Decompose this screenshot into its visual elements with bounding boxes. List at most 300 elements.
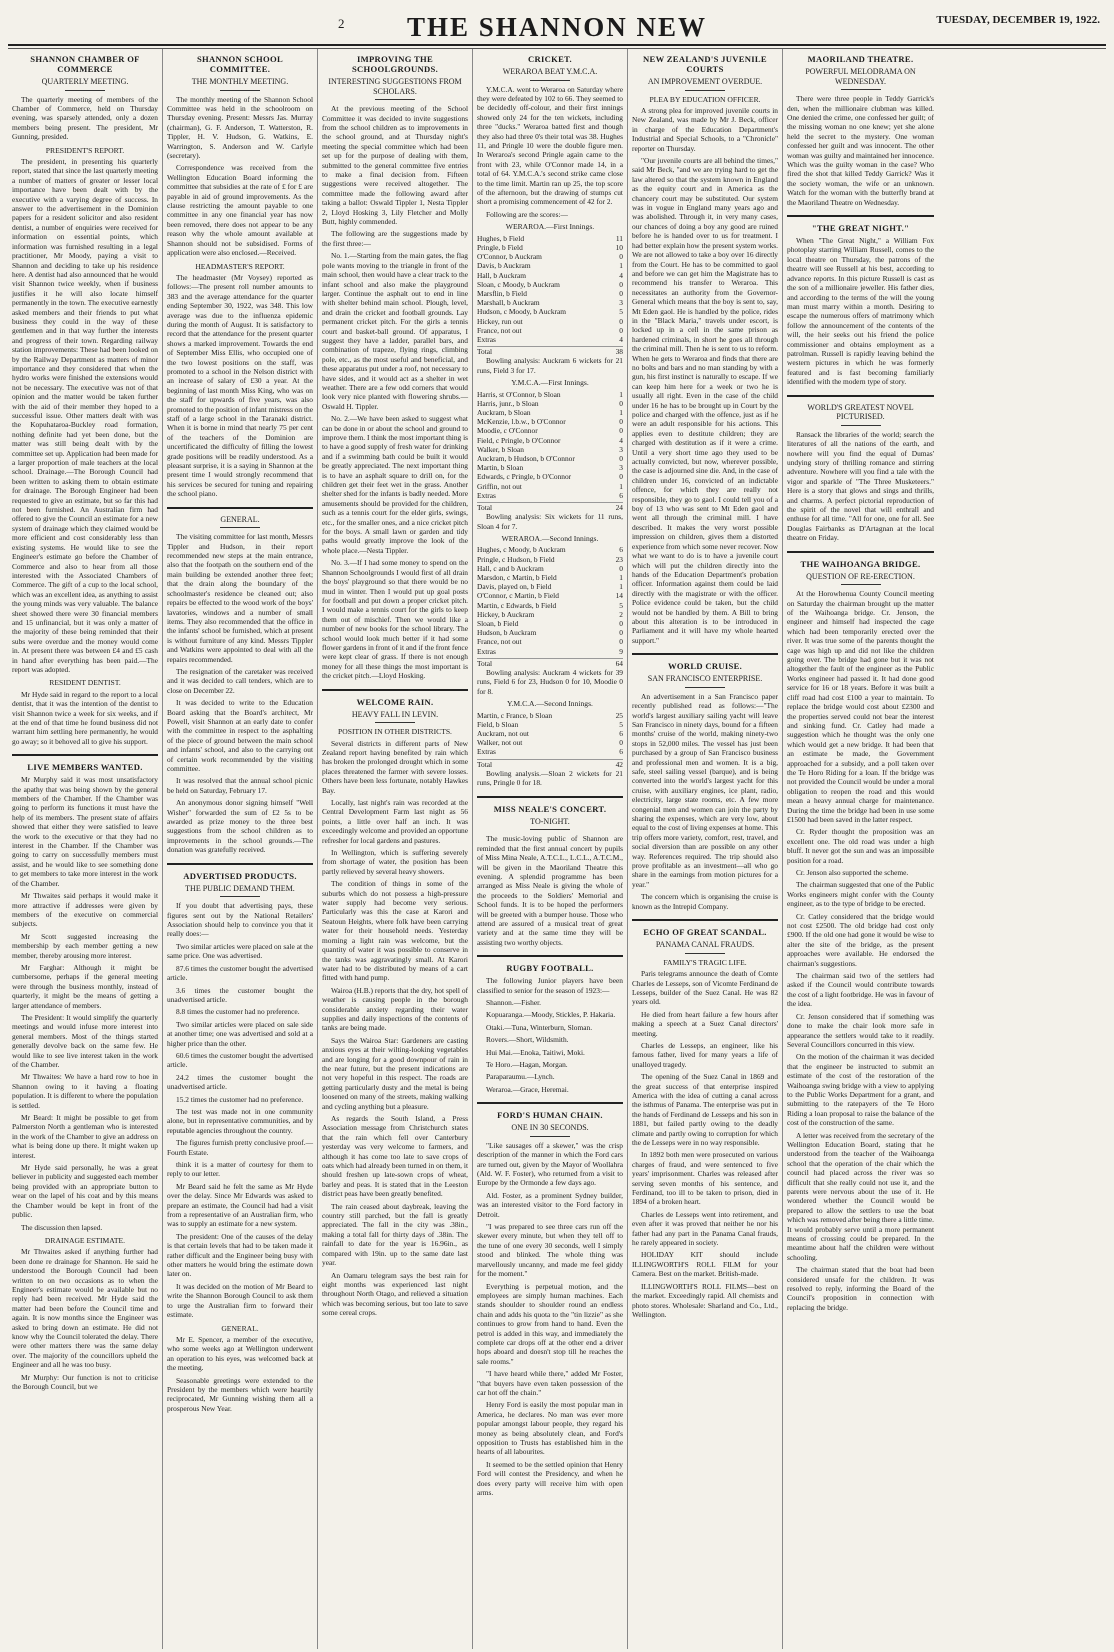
article [167,54,313,499]
divider [685,90,725,91]
score-row [477,298,623,307]
score-row [477,243,623,252]
runs: 0 [619,288,623,298]
page-mark: 2 [338,16,345,31]
total-label: Total [477,759,493,769]
innings-title: WERAROA.—First Innings. [505,222,595,232]
section-heading: DRAINAGE ESTIMATE. [44,1235,126,1245]
bowling-analysis: Bowling analysis: Auckram 6 wickets for 21 runs, Field 3 for 17. [477,356,623,375]
runs: 1 [619,573,623,583]
runs: 14 [615,591,623,601]
article-headline: FORD'S HUMAN CHAIN. [497,1110,603,1121]
batsman: Marsdon, c Martin, b Field [477,573,557,583]
article-headline: SHANNON SCHOOL COMMITTEE. [196,54,284,74]
runs: 1 [619,407,623,417]
column-2 [163,49,318,1649]
article-headline: SHANNON CHAMBER OF COMMERCE [30,54,140,74]
bowling-analysis: Bowling analysis: Six wickets for 11 runs, Sloan 4 for 7. [477,512,623,531]
paragraph: Mr Scott suggested increasing the membership by each member getting a new member, thereby arousing more interest. [12,931,158,960]
batsman: Walker, b Sloan [477,444,524,454]
paragraph: Everything is perpetual motion, and the employees are simply human machines. Each stands shoulder to shoulder round an endless chain and adds his quota to the "tin lizzie" as she continues to grow from hand to hand. Even the petrol is added in this way, and immediately the complete car drops off at the other end a driver hops aboard and doesn't stop till he reaches the sale rooms." [477,1281,623,1366]
runs: 11 [615,233,623,243]
score-row [477,280,623,289]
divider [530,1136,570,1137]
paragraph: The president: One of the causes of the delay is that certain levels that had to be taken made it rather difficult and the Engineer being busy with other matters he would bring the estimate down later on. [167,1231,313,1279]
score-total [477,759,623,769]
batsman: Hudson, c Moody, b Auckram [477,307,567,317]
paragraph: Hui Mai.—Enoka, Taitiwi, Moki. [486,1047,585,1057]
innings-title: Y.M.C.A.—First Innings. [511,378,589,388]
batsman: France, not out [477,637,522,647]
column-3 [318,49,473,1649]
issue-date: TUESDAY, DECEMBER 19, 1922. [936,14,1100,26]
article [322,689,468,1318]
runs: 0 [619,628,623,638]
total-runs: 64 [615,658,623,668]
divider [220,896,260,897]
paragraph: 24.2 times the customer bought the unadvertised article. [167,1072,313,1092]
score-row [477,637,623,646]
runs: 0 [619,417,623,427]
batsman: Extras [477,334,496,344]
score-row [477,252,623,261]
divider [841,89,881,90]
score-row [477,545,623,554]
batsman: Field, c Pringle, b O'Connor [477,435,561,445]
section-heading: RESIDENT DENTIST. [49,678,121,688]
article [632,653,778,911]
paragraph: If you doubt that advertising pays, these figures sent out by the National Retailers' Association should help to convince you that it really does:— [167,901,313,939]
batsman: Hudson, b Auckram [477,628,537,638]
paragraph: 3.6 times the customer bought the unadvertised article. [167,985,313,1004]
paragraph: The chairman said two of the settlers had asked if the Council would contribute towards the cost of a light footbridge. He was in favour of the idea. [787,971,934,1009]
divider [530,80,570,81]
paragraph: The resignation of the caretaker was received and it was decided to call tenders, which are to close on December 22. [167,666,313,695]
batsman: Griffin, not out [477,481,522,491]
score-row [477,271,623,280]
score-total [477,658,623,668]
runs: 6 [619,747,623,757]
paragraph: Mr Beard said he felt the same as Mr Hyde over the delay. Since Mr Edwards was asked to prepare an estimate, the Council had had a visit from a representative of an Australian firm, who was to supply an estimate for a new system. [167,1181,313,1229]
paragraph: No. 3.—If I had some money to spend on the Shannon Schoolgrounds I would first of all drain the boys' playground so that there would be no mud in winter. Then I would put up goal posts for football and put down a proper cricket pitch. I would make a tennis court for the girls to keep them out of mischief. Then we would like a number of new books for the school library. The school would look much better if it had some flower gardens in front of it and if the front fence were kept clear of grass. If there is not enough money for all these things the most important is the cricket pitch.—Lloyd Hosking. [322,558,468,681]
paragraph: Mr Hyde said in regard to the report to a local dentist, that it was the intention of the dentist to visit Shannon twice a week for six weeks, and if at the end of that time he found business did not warrant him settling here permanently, he would go away; so it behoved all to give his support. [12,689,158,746]
article [477,54,623,788]
article [787,551,934,1313]
batsman: Marshall, b Auckram [477,298,540,308]
paragraph: A strong plea for improved juvenile courts in New Zealand, was made by Mr J. Beck, officer in charge of the Education Department's Industrial and Special Schools, to a "Chronicle" reporter on Thursday. [632,106,778,153]
article [477,796,623,947]
section-heading: PRESIDENT'S REPORT. [45,145,125,155]
score-row [477,628,623,637]
runs: 0 [619,316,623,326]
batsman: Harris, st O'Connor, b Sloan [477,389,561,399]
runs: 0 [619,472,623,482]
score-row [477,408,623,417]
paragraph: The chairman suggested that one of the Public Works engineers might confer with the County engineer, as to the type of bridge to be erected. [787,880,934,909]
divider [220,90,260,91]
paragraph: Te Horo.—Hagan, Morgan. [486,1060,568,1070]
paragraph: It was resolved that the annual school picnic be held on Saturday, February 17. [167,776,313,795]
paragraph: The discussion then lapsed. [21,1222,103,1232]
score-row [477,582,623,591]
paragraph: Shannon.—Fisher. [486,997,542,1007]
score-row [477,289,623,298]
divider [375,99,415,100]
score-row [477,720,623,729]
article-subheadline: TO-NIGHT. [530,816,570,826]
divider [685,687,725,688]
paragraph: "Like sausages off a skewer," was the crisp description of the manner in which the Ford cars are turned out, given by the Mayor of Woollahra (Ald. W. F. Foster), who returned from a visit to Europe by the Ormonde a few days ago. [477,1140,623,1188]
score-row [477,555,623,564]
divider [375,722,415,723]
total-label: Total [477,347,493,357]
article [787,215,934,387]
article [322,54,468,681]
paragraph: Mr Farghar: Although it might be cumbersome, perhaps if the general meeting were through the business monthly, instead of quarterly, it might be the means of getting a larger attendance of members. [12,962,158,1010]
paragraph: 60.6 times the customer bought the advertised article. [167,1050,313,1070]
runs: 1 [619,481,623,491]
runs: 6 [619,545,623,555]
article-headline: THE WAIHOANGA BRIDGE. [800,558,921,569]
article [167,507,313,855]
paragraph: The music-loving public of Shannon are reminded that the first annual concert by pupils of Miss Mina Neale, A.T.C.L., L.C.L., A.T.C.M., will be given in the Maoriland Theatre this evening. A splendid programme has been arranged as Miss Neale is giving the whole of the proceeds to the Soldiers' Memorial and School funds. It is to be hoped the performers will be greeted with a bumper house. Those who attend are assured of a musical treat of great variety and at the same time they will be assisting two worthy objects. [477,834,623,947]
paragraph: Henry Ford is easily the most popular man in America, he declares. No man was ever more popular amongst labour people, they regard his money as being absolutely clean, and Ford's opposition to Trusts has established him in the hearts of all labourites. [477,1400,623,1457]
paragraph: ILLINGWORTH'S ROLL FILMS—best on the market. Exceedingly rapid. All chemists and photo stores. Wholesale: Sharland and Co., Ltd., Wellington. [632,1281,778,1319]
article-subheadline: WERAROA BEAT Y.M.C.A. [502,67,598,76]
divider [220,527,260,528]
paragraph: Mr Murphy: Our function is not to criticise the Borough Council, but we [12,1372,158,1391]
score-row [477,738,623,747]
batsman: Martin, c France, b Sloan [477,710,553,720]
score-row [477,647,623,656]
runs: 4 [619,435,623,445]
paragraph: Otaki.—Tuna, Winterburn, Sloman. [486,1022,593,1032]
batsman: Extras [477,646,496,656]
score-row [477,307,623,316]
score-row [477,326,623,335]
article [632,54,778,645]
score-row [477,390,623,399]
innings-title: Y.M.C.A.—Second Innings. [507,699,593,709]
paragraph: The following are the suggestions made by the first three:— [322,229,468,248]
runs: 2 [619,609,623,619]
batsman: Sloan, b Field [477,619,519,629]
paragraph: Mr Hyde said personally, he was a great believer in publicity and suggested each member being provided with an appropriate button to wear on the lapel of his coat and by this means the Chamber would be kept in front of the public. [12,1163,158,1220]
paragraph: Following are the scores:— [486,209,568,219]
article-subheadline: SAN FRANCISCO ENTERPRISE. [647,674,763,684]
score-row [477,491,623,500]
article-headline: CRICKET. [527,54,573,64]
paragraph: Paraparaumu.—Lynch. [486,1072,555,1082]
paragraph: When "The Great Night," a William Fox photoplay starring William Russell, comes to the local theatre on Thursday, the patrons of the theatre will see Russell at his best, according to advance reports. In this picture Russell is cast as the son of a millionaire jeweller. His father dies, and according to the terms of the will the young man must marry within a month. Desiring to escape the numerous offers of matrimony which follow the announcement of the contents of the will, the heir seeks out his friend the police commissioner and obtains employment as a patrolman. Russell is rapidly leaving behind the western pictures in which he was formerly featured and is fast becoming familiarly identified with the modern type of story. [787,236,934,387]
paragraph: Mr E. Spencer, a member of the executive, who some weeks ago at Wellington underwent an operation to his eyes, was welcomed back at the meeting. [167,1334,313,1373]
article-subheadline: GENERAL. [220,514,260,524]
paragraph: Several districts in different parts of New Zealand report having benefited by rain which has broken the prolonged drought which in some places threatened the farmer with severe losses. Others have been less fortunate, notably Hawkes Bay. [322,738,468,795]
section-heading: HEADMASTER'S REPORT. [195,261,285,271]
batsman: O'Connor, c Martin, b Field [477,591,559,601]
score-row [477,463,623,472]
paragraph: On the motion of the chairman it was decided that the engineer be instructed to submit an estimate of the cost of the restoration of the Waihoanga swing bridge with a view to applying to the Public Works Department for a grant, and submitting to the ratepayers of the Te Horo Riding a loan proposal to raise the balance of the cost of the construction of the same. [787,1052,934,1128]
article-subheadline: THE PUBLIC DEMAND THEM. [185,883,295,893]
paragraph: Mr Murphy said it was most unsatisfactory the apathy that was being shown by the general members of the Chamber. If the Chamber was going to perform its functions it must have the help of its members. The present state of affairs showed that either they were satisfied to leave the work to the executive or that they had no interest in the Chamber. If the Chamber was going to carry on successfully members must assist, and he would like to see something done to get members to take more interest in the work of the Chamber. [12,775,158,888]
paragraph: In Wellington, which is suffering severely from shortage of water, the position has been partly relieved by several heavy showers. [322,848,468,876]
divider [65,90,105,91]
batsman: Auckram, not out [477,729,529,739]
paragraph: An advertisement in a San Francisco paper recently published read as follows:—"The world's largest auxiliary sailing yacht will leave San Francisco in ninety days, bound for a fifteen months' cruise of the world, making ninety-two stops in 52,000 miles. The vessel has just been purchased by a group of San Francisco business and professional men and women. It is a big, safe, steel sailing vessel (barque), and is being converted into the world's largest yacht for this cruise, with auxiliary engines, ice plant, radio, electricity, large state rooms, etc. A few more congenial men and women can join the party by sharing the expenses, which are very low, about equal to the cost of living expenses at home. This trip offers more variety, comfort, rest, travel, and social diversion than are possible on any other way. References required. The trip should also prove profitable as an investment—all who go share in the earnings from motion pictures for a year." [632,691,779,889]
section-heading: FAMILY'S TRAGIC LIFE. [663,957,747,967]
column-4 [473,49,628,1649]
score-row [477,610,623,619]
paragraph: Says the Wairoa Star: Gardeners are casting anxious eyes at their wilting-looking vegetables and are longing for a good downpour of rain in the near future, but the present indications are not very hopeful in this respect. The roads are getting particularly dusty and the metal is being loosened on many of the streets, making walking and cycling anything but a pleasure. [322,1035,468,1111]
batsman: Moodie, c O'Connor [477,426,538,436]
score-row [477,335,623,344]
bowling-analysis: Bowling analysis: Auckram 4 wickets for 39 runs, Field 6 for 23, Hudson 0 for 10, Moodie 0 for 8. [477,668,623,696]
paragraph: At the Horowhenua County Council meeting on Saturday the chairman brought up the matter of the Waihoanga bridge. Cr. Jenson, the engineer and himself had inspected the cage which had been temporarily erected over the river. It was true some of the parents thought the cage was high up and did not like the children going over. The bridge had gone but it was not altogether the fault of the engineer as the Public Works engineer had passed it. It had done good service for 16 or 18 years. Before it was built a cliff road had cost £100 a year to maintain. To replace the bridge would cost about £2300 and the properties served could not bear the interest and sinking fund. Cr. Catley had made a suggestion which he thought was the only one which would get a new bridge. It had been that an estimate be made, the Government approached for a subsidy, and a poll taken over the Te Horo Riding for a loan. If the bridge was not provided the Council would be under a moral obligation to reopen the road and this would mean a heavy annual charge for maintenance. During the time the bridge had been in use some £1500 had been saved in the latter respect. [787,589,934,824]
score-row [477,261,623,270]
paragraph: An Oamaru telegram says the best rain for eight months was experienced last night throughout North Otago, and relieved a situation which was becoming serious, but too late to save some cereal crops. [322,1270,468,1318]
score-row [477,747,623,756]
score-row [477,436,623,445]
paragraph: The president, in presenting his quarterly report, stated that since the last quarterly meeting a number of matters of greater or lesser local importance have been dealt with by the executive with a varying degree of success. In answer to the advertisement in the Dominion papers for a resident solicitor and also resident dentist, a number of enquiries were received for information on essential points, which information was furnished resulting in a legal practitioner, Mr Moody, paying a visit to Shannon and deciding to take up his residence here. A dentist had also announced that he would visit Shannon twice weekly, when if business justifies it he will also locate himself permanently in the town. The executive earnestly asked members and their friends to put what business they could in the way of these gentlemen and in that way further the interests and progress of their town. Regarding railway station improvements: These had been looked on by the Railway Department as matters of minor importance and they considered that when the hydro works were finished the extensions would not be necessary. The executive was not of that opinion and the matter would be taken further with the aid of their member they hoped to a successful issue. Other matters dealt with was the Kopuhataroa-Buckley road formation, nothing definite had yet been done, but the matter was still being dealt with by the committee set up. Application had been made for a larger proportion of male teachers at the local school. Drainage.—The Borough Council had been written to asking them to obtain estimate for drainage. The Borough Engineer had been requested to give an estimate, but so far this had not been furnished. An Australian firm had offered to give the Council an estimate for a new system of drainage which they claimed would be more efficient and cost considerably less than existing systems. He would like to see the Engineer's estimate go before the Chamber of Commerce and also to hear from all those interested with the Associated Chambers of Commerce. The gift of a cup to the local school, which was an excellent idea, as anything to assist the young minds was very valuable. The balance sheet showed there were 30 financial members and 15 unfinancial, but it was only a matter of the majority of these being reminded that their subs were overdue and the money would come in. At present there was between £4 and £5 cash in hand after everything has been paid.—The report was adopted. [12,157,158,674]
column-5 [628,49,783,1649]
paragraph: The President: It would simplify the quarterly meetings and would infuse more interest into general members. Most of the things started generally devolve back on the same few. He would like to see live interest taken in the work of the Chamber. [12,1012,158,1069]
paragraph: The figures furnish pretty conclusive proof.—Fourth Estate. [167,1138,313,1157]
runs: 3 [619,463,623,473]
runs: 25 [615,710,623,720]
paragraph: Kopuaranga.—Moody, Stickles, P. Hakaria. [486,1010,616,1020]
article [167,863,313,1414]
paragraph: The rain ceased about daybreak, leaving the country still parched, but the fall is greatly appreciated. The fall in the city was .38in., making a total fall for thirty days of .38in. The rainfall to date for the year is 16.96in., as compared with 19in. up to the same date last year. [322,1201,468,1268]
paragraph: The quarterly meeting of members of the Chamber of Commerce, held on Thursday evening, was sparsely attended, only a dozen members being present. The president, Mr Gunning, presided. [12,94,158,142]
batsman: Martin, c Edwards, b Field [477,600,557,610]
batsman: Hickey, run out [477,316,523,326]
score-total [477,502,623,512]
divider [685,953,725,954]
batsman: Extras [477,747,496,757]
runs: 1 [619,261,623,271]
batsman: Walker, not out [477,738,523,748]
paragraph: The test was made not in one community alone, but in representative communities, and by reputable agencies throughout the country. [167,1106,313,1135]
score-row [477,564,623,573]
article [787,54,934,207]
article-subheadline: POWERFUL MELODRAMA ON WEDNESDAY. [805,67,916,86]
article-headline: NEW ZEALAND'S JUVENILE COURTS [643,54,767,74]
paragraph: "Our juvenile courts are all behind the times," said Mr Beck, "and we are trying hard to get the law altered so that the system known in England as the equity court and in America as the chancery court may be substituted. Our system was in vogue in England many years ago and was abolished. Through it, in very many cases, our chances of doing a boy any good are ruined before he is handed over to us for treatment. I had better explain how the present system works. We are not allowed to take a boy over 16 directly from the Court. He has to be committed to gaol and before we can get him the Magistrate has to recommend his transfer to Weraroa. This necessitates an authority from the Governor-General which means that the boy is sent to, say, Mt Eden gaol. He is handled by the police, rides in the "Black Maria," travels under escort, is locked up in a cell in the same prison as hardened criminals, in short he goes all through the criminal mill. Then he is sent to us to reform. When he gets to Weraroa and finds that there are no bolts and bars and no man standing by with a gun, his first instinct is naturally to escape. If we can keep him here for a week or two he is usually all right. Even in the case of the child under 16 he has to be brought up in Court by the police and charged with the offence, just as if he were an adult responsible for his actions. This applies even to destitute children; they are charged with destitution as if it were a crime. Until a very short time ago they used to be actually convicted, but now, wherever possible, the case is adjourned sine die. And, in the case of children under 16, convicted of an indictable offence, for which they are really not responsible, they go to gaol. I could tell you of a boy of 13 who was sent to Mt Eden gaol and went all through the criminal mill. I have described. It makes the very worst possible impression on children, gives them a distorted experience from which some never recover. Now what we want to do is to have a juvenile court which will put the children directly into the hands of the Education Department's probation officer. Information against them could be laid directly with the magistrate or with the officer. Police evidence could be taken, but the child would not be handled by them. A Bill to bring about this alteration is to be introduced in Parliament and it will have my whole hearted support." [632,156,778,645]
total-runs: 42 [615,759,623,769]
article [787,395,934,543]
runs: 9 [619,646,623,656]
score-row [477,234,623,243]
paragraph: The opening of the Suez Canal in 1869 and the great success of that enterprise inspired America with the idea of cutting a canal across the isthmus of Panama. The enterprise was put in the hands of Ferdinand de Lesseps and his son in 1881, but failed partly owing to the deadly climate and partly owing to corruption for which the de Lesseps were in no way responsible. [632,1072,778,1147]
runs: 5 [619,600,623,610]
paragraph: Cr. Ryder thought the proposition was an excellent one. The old road was under a high bluff. It never got the sun and was an impossible position for a road. [787,827,934,865]
divider [530,829,570,830]
divider [841,425,881,426]
article-headline: ADVERTISED PRODUCTS. [183,870,297,881]
article [477,1102,623,1497]
score-total [477,346,623,356]
batsman: Marsflin, b Field [477,288,527,298]
section-heading: PLEA BY EDUCATION OFFICER. [649,94,761,104]
paragraph: Correspondence was received from the Wellington Education Board informing the committee that subsidies at the rate of £ for £ are payable in aid of ground improvements. As the clause restricting the amount payable to one committee in any one financial year has now been removed, there does not appear to be any reason why the whole amount available at Shannon should not be subsidised. Forms of application were also enclosed.—Received. [167,163,313,258]
score-row [477,317,623,326]
paragraph: It was decided on the motion of Mr Beard to write the Shannon Borough Council to ask them to urge the Australian firm to forward their estimate. [167,1281,313,1320]
paragraph: 87.6 times the customer bought the advertised article. [167,963,313,983]
article-subheadline: AN IMPROVEMENT OVERDUE. [647,77,763,86]
paragraph: An anonymous donor signing himself "Well Wisher" forwarded the sum of £2 5s to be awarded as prize money to the three best suggestions from the school children as to improvements in the school grounds.—The donation was gratefully received. [167,798,313,855]
batsman: Hughes, b Field [477,233,525,243]
batsman: Pringle, b Field [477,242,523,252]
total-label: Total [477,502,493,512]
score-row [477,591,623,600]
score-row [477,482,623,491]
total-label: Total [477,658,493,668]
paragraph: The condition of things in some of the suburbs which do not possess a high-pressure water supply had become very serious. Particularly was this the case at Karori and Seatoun Heights, where folk have been carrying water for their household needs. Yesterday morning a light rain was welcome, but the quantity of water it was possible to conserve in the tanks was aggravatingly small. At Karori water had to be distributed by means of a cart fitted with hand pump. [322,879,468,983]
paragraph: Two similar articles were placed on sale side at another time; one was advertised and sold at a higher price than the other. [167,1019,313,1048]
score-row [477,445,623,454]
paragraph: Ransack the libraries of the world; search the literatures of all the nations of the earth, and nowhere will you find the equal of Dumas' undying story of thrilling romance and stirring adventure. Nowhere will you find a tale with the vigor and sparkle of "The Three Musketeers." Here is a story that glows and sings and thrills, and charms. A perfect pictorial reproduction of the spirit of the novel that will enthrall and enthuse for all time. "All for one, one for all. See Douglas Fairbanks as D'Artagnan at the local theatre on Friday. [787,429,934,543]
runs: 0 [619,426,623,436]
batsman: Pringle, c Hudson, b Field [477,554,555,564]
paragraph: As regards the South Island, a Press Association message from Christchurch states that the rain which fell over Canterbury yesterday was very welcome to farmers, and although it has come too late to save crops of oats which had already been turned in on them, it should freshen up late-sown crops of wheat, barley and peas. It is stated that in the Leeston district peas have been greatly benefited. [322,1114,468,1199]
paragraph: Mr Thwaites asked if anything further had been done re drainage for Shannon. He said he understood the Borough Council had been written to on two occasions as to when the Engineer's estimate would be available but no reply had been received. Mr Hyde said the matter had been before the Council time and again. It is now months since the Engineer was asked to bring down an estimate. He did not know why the Council tolerated the delay. There were other matters there was the same delay over. The majority of the councillors upheld the Engineer and all he was too busy. [12,1247,158,1370]
article-headline: ECHO OF GREAT SCANDAL. [643,927,767,938]
score-row [477,472,623,481]
runs: 3 [619,298,623,308]
paragraph: At the previous meeting of the School Committee it was decided to invite suggestions from the school children as to improvements in the school ground, and at Thursday night's meeting the special committee which had been set up for the purpose of dealing with them, submitted to the general committee five entries to make a final decision from. Fifteen suggestions were received altogether. The committee made the following award after taking a ballot: Oswald Tippler 1, Nesta Tippler 2, Lloyd Hosking 3, Lily Fletcher and Molly Butt, highly commended. [322,104,468,227]
runs: 5 [619,307,623,317]
score-row [477,711,623,720]
paragraph: Cr. Jenson considered that if something was done to make the chair look more safe in appearance the settlers would take to it readily. Several Councillors concurred in this view. [787,1011,934,1049]
batsman: Auckram, b Hudson, b O'Connor [477,453,575,463]
paragraph: It seemed to be the settled opinion that Henry Ford will contest the Presidency, and when he does every party will receive him with open arms. [477,1459,623,1498]
batsman: France, not out [477,325,522,335]
paragraph: No. 2.—We have been asked to suggest what can be done in or about the school and ground to improve them. I think the most important thing is to have a good supply of fresh water for drinking and if a swimming bath could be built it would be greatly appreciated. The next important thing is to have an asphalt square to drill on, for the children get their feet wet in the grass. Another shelter shed for the infants is badly needed. More amusements should be provided for the children, such as a tennis court for the elder girls, swings, etc., for the smaller ones, and a nice cricket pitch for the boys. A small lawn or garden and tidy paths would greatly improve the look of the whole place.—Nesta Tippler. [322,414,468,555]
article-headline: IMPROVING THE SCHOOLGROUNDS. [351,54,439,74]
runs: 1 [619,582,623,592]
article-subheadline: THE MONTHLY MEETING. [191,77,289,86]
score-row [477,619,623,628]
paragraph: The monthly meeting of the Shannon School Committee was held in the schoolroom on Thursday evening. Present: Messrs Jas. Murray (chairman), G. F. Anderson, T. Watterston, R. Tippler, H. V. Hudson, G. Watkins, E. Warrington, S. Anderson and W. Carlyle (secretary). [167,94,313,161]
runs: 0 [619,398,623,408]
runs: 0 [619,563,623,573]
runs: 0 [619,738,623,748]
runs: 6 [619,729,623,739]
score-row [477,426,623,435]
runs: 0 [619,619,623,629]
column-1 [8,49,163,1649]
runs: 1 [619,389,623,399]
masthead [8,10,1106,46]
batsman: Davis, b Auckram [477,261,531,271]
paragraph: Paris telegrams announce the death of Comte Charles de Lesseps, son of Vicomte Ferdinand de Lesseps, builder of the Suez Canal. He was 82 years old. [632,969,778,1007]
total-runs: 38 [615,347,623,357]
batsman: McKenzie, l.b.w., b O'Connor [477,417,566,427]
paragraph: The visiting committee for last month, Messrs Tippler and Hudson, in their report recommended new steps at the main entrance, also that the footpath on the southern end of the main building be extended another three feet; that the drain along the boundary of the schoolmaster's residence be cleaned out; also repairs be effected to the wood work of the boys' lavatories, windows and a number of small items. They also recommended that the office in the infants' school be furnished, which at present is without furniture of any kind. Messrs Tippler and Watkins were appointed to deal with all the repairs recommended. [167,532,313,664]
paragraph: "I have heard while there," added Mr Foster, "that buyers have even taken possession of the car hot off the chain." [477,1369,623,1397]
score-row [477,573,623,582]
batsman: Field, b Sloan [477,719,519,729]
article-subheadline: WORLD'S GREATEST NOVEL PICTURISED. [807,402,914,422]
paragraph: Locally, last night's rain was recorded at the Central Development Farm last night as 56 points, a little over half an inch. It was exceedingly welcome and provided an opportune refresher for local gardens and pastures. [322,798,468,845]
bowling-analysis: Bowling analysis.—Sloan 2 wickets for 21 runs, Pringle 0 for 18. [477,768,623,788]
score-row [477,601,623,610]
runs: 3 [619,444,623,454]
batsman: Auckram, b Sloan [477,407,531,417]
batsman: Extras [477,490,496,500]
section-heading: GENERAL. [221,1323,259,1333]
article-headline: "THE GREAT NIGHT." [811,223,910,234]
runs: 10 [615,242,623,252]
paragraph: He died from heart failure a few hours after making a speech at a Suez Canal directors' meeting. [632,1009,778,1038]
article-subheadline: ONE IN 30 SECONDS. [511,1123,589,1133]
runs: 4 [619,270,623,280]
paragraph: Seasonable greetings were extended to the President by the members which were heartily reciprocated, Mr Gunning wishing them all a prosperous New Year. [167,1375,313,1413]
score-row [477,454,623,463]
paragraph: Wairoa (H.B.) reports that the dry, hot spell of weather is causing people in the borough considerable anxiety regarding their water supplies and daily inspections of the contents of tanks are being made. [322,985,468,1033]
runs: 0 [619,453,623,463]
paragraph: Cr. Jenson also supported the scheme. [796,868,909,877]
article-headline: WORLD CRUISE. [667,661,743,672]
article-headline: MISS NEALE'S CONCERT. [493,803,607,814]
paragraph: Cr. Catley considered that the bridge would not cost £2500. The old bridge had cost only £900. If the old one had gone it would be wise to alter the site of the bridge, as the present approaches were available. He endorsed the chairman's suggestions. [787,911,934,968]
score-row [477,417,623,426]
article-headline: WELCOME RAIN. [356,696,434,707]
paragraph: The following Junior players have been classified to senior for the season of 1923:— [477,976,623,995]
batsman: O'Connor, b Auckram [477,252,542,262]
paragraph: 8.8 times the customer had no preference. [176,1007,300,1017]
paragraph: There were three people in Teddy Garrick's den, when the millionaire clubman was killed. One denied the crime, one confessed her guilt; of the missing woman no one knew; yet she alone held the secret to the mystery. One woman confessed her guilt and was innocent. The other woman was guilty and maintained her innocence. Which was the guilty woman in the case? Who fired the shot that killed Teddy Garrick? Was it the society woman, the wife or an unknown. Watch for the woman with the butterfly brand at the Maoriland Theatre on Wednesday. [787,94,934,207]
batsman: Martin, b Sloan [477,463,524,473]
runs: 0 [619,325,623,335]
article [12,54,158,746]
runs: 0 [619,279,623,289]
article [477,955,623,1094]
paragraph: "I was prepared to see three cars run off the skewer every minute, but when they tell off to the tune of one every 30 seconds, well I simply stood and blinked. The whole thing was marvellously uncanny, and made me feel giddy for the moment." [477,1222,623,1279]
paragraph: HOLIDAY KIT should include ILLINGWORTH'S ROLL FILM for your Camera. Best on the market. British-made. [632,1250,778,1279]
article [12,754,158,1391]
paragraph: Mr Thwaites: We have a hard row to hoe in Shannon owing to it having a floating population. It is different to where the population is settled. [12,1072,158,1110]
article-subheadline: QUESTION OF RE-ERECTION. [806,571,915,581]
paragraph: Weraroa.—Grace, Heremai. [486,1084,569,1094]
paragraph: Charles de Lesseps, an engineer, like his famous father, lived for many years a life of unalloyed tragedy. [632,1040,778,1069]
paragraph: think it is a matter of courtesy for them to reply to our letter. [167,1160,313,1179]
innings-title: WERAROA.—Second Innings. [501,534,599,543]
article-headline: RUGBY FOOTBALL. [506,963,594,974]
batsman: Hughes, c Moody, b Auckram [477,545,566,555]
paragraph: Y.M.C.A. went to Weraroa on Saturday where they were defeated by 102 to 66. They seemed to be decidedly off-colour, and their first innings showed only 24 for the ten wickets, including three "ducks." Weraroa batted first and though they also had three 0's their total was 38. Hughes 11, and Pringle 10 were the double figure men. In Weraroa's second Pringle again came to the front with 23, while O'Connor made 14, in a total of 64. Y.M.C.A.'s second strike came close to the time limit. Martin ran up 25, the top score of the afternoon, but the drawing of stumps cut short a promising commencement of 42 for 2. [477,84,623,207]
paragraph: The headmaster (Mr Voysey) reported as follows:—The present roll number amounts to 383 and the average attendance for the quarter ending September 30, 1922, was 348. This low average was due to the influenza epidemic during the month of August. It is satisfactory to record that the attendance for the present quarter shows a marked improvement. Towards the end of September Miss Ellis, who occupied one of the two lowest positions on the staff, was promoted to a school in the Nelson district with an increase of salary of £30 a year. At the beginning of last month Miss King, who was on the staff for upwards of five years, was also promoted to the position of infant mistress on the staff of a large school in the Taranaki district. When it is borne in mind that nearly 75 per cent of the teachers of the Dominion are uncertificated the difficulty of filling the lowest grade positions will be readily understood. As a pleasant surprise, it is a saying in Shannon at the present time I would strongly recommend that his services be secured for tuning and repairing the school piano. [167,272,313,499]
runs: 0 [619,637,623,647]
paragraph: Mr Beard: It might be possible to get from Palmerston North a gentleman who is interested in the work of the Chamber to give an address on what is being done up there. It might waken up interest. [12,1113,158,1160]
runs: 5 [619,719,623,729]
paragraph: Charles de Lesseps went into retirement, and even after it was proved that neither he nor his father had any part in the Panama Canal frauds, he rarely appeared in society. [632,1209,778,1248]
divider [841,584,881,585]
article-subheadline: PANAMA CANAL FRAUDS. [655,940,755,950]
paragraph: No. 1.—Starting from the main gates, the flag pole wants moving to the triangle in front of the main school, then would have a clear track to the infant school and also make the playground larger. Continue the asphalt out to end in line with shelter behind main school. Plough, level, and drain the cricket and football grounds. Lay permanent cricket pitch. For the girls a tennis court and basket-ball ground. Of apparatus, I suggest they have a ladder, parallel bars, and combination of trapeze, flying rings, climbing pole, etc., as the most useful and beneficial, and these apparatus put under a roof, not necessary to have sides, and it would act as a shelter in wet weather. There are a few odd corners that would look very nice planted with flowering shrubs.—Oswald H. Tippler. [322,251,468,411]
paragraph: In 1892 both men were prosecuted on various charges of fraud, and were sentenced to five years' imprisonment. Charles was released after serving seven months of his sentence, and Ferdinand, too ill to be taken to prison, died in 1894 of a broken heart. [632,1150,778,1207]
article-subheadline: INTERESTING SUGGESTIONS FROM SCHOLARS. [328,77,462,96]
runs: 4 [619,334,623,344]
batsman: Edwards, c Pringle, b O'Connor [477,472,572,482]
paragraph: Mr Thwaites said perhaps it would make it more attractive if addresses were given by members of the executive on commercial subjects. [12,891,158,929]
score-row [477,399,623,408]
article [632,919,778,1319]
paragraph: A letter was received from the secretary of the Wellington Education Board, stating that he understood from the teacher of the Waihoanga school that the operation of the chair which the council had placed across the river was so difficult that she really could not use it, and the parents were nervous about the use of it. He wondered whether the Council would be prepared to allow the settlers to use the boat which was removed after being there a little time. It would probably serve until a more permanent means of crossing could be prepared. In the meantime about half the children were without schooling. [787,1130,934,1262]
batsman: Davis, played on, b Field [477,582,552,592]
article-headline: LIVE MEMBERS WANTED. [27,762,143,773]
columns [8,48,1106,1649]
